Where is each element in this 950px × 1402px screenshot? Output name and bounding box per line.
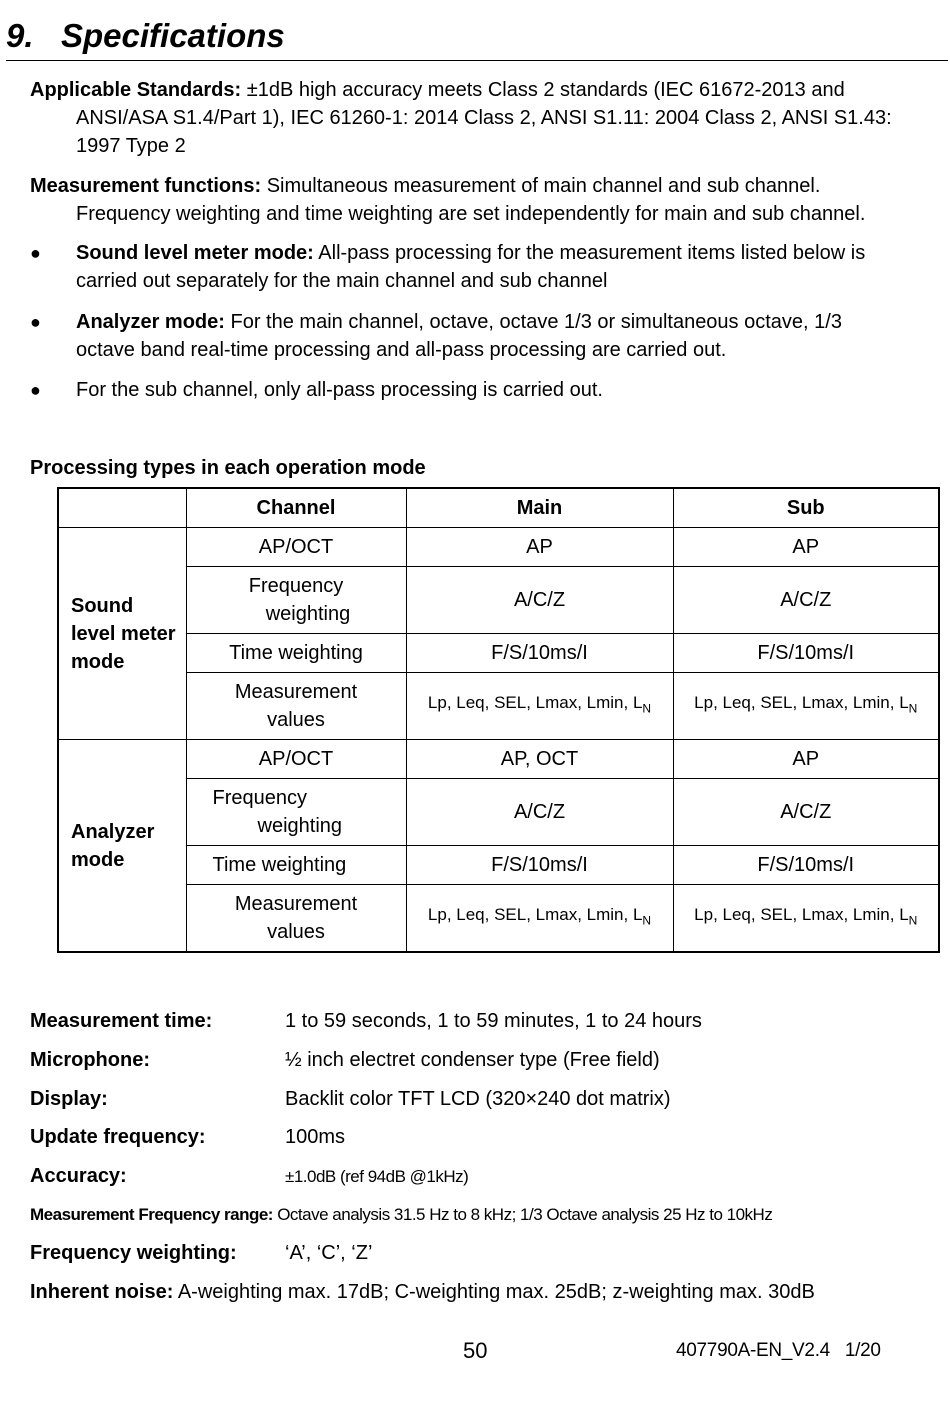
measurement-functions-line1: Simultaneous measurement of main channel and sub channel. xyxy=(266,175,821,197)
bullet-icon: ● xyxy=(30,243,41,263)
spec-display: Display: Backlit color TFT LCD (320×240 dot matrix) xyxy=(30,1088,671,1110)
table-row: Time weighting F/S/10ms/I F/S/10ms/I xyxy=(58,846,939,885)
table-header-row xyxy=(58,488,939,528)
table-title: Processing types in each operation mode xyxy=(30,457,426,479)
bullet-line1: All-pass processing for the measurement items listed below is xyxy=(318,242,866,264)
spec-accuracy: Accuracy: ±1.0dB (ref 94dB @1kHz) xyxy=(30,1165,469,1187)
applicable-standards xyxy=(30,76,930,160)
spec-microphone: Microphone: ½ inch electret condenser type (Free field) xyxy=(30,1049,660,1071)
bullet-line1: For the sub channel, only all-pass processing is carried out. xyxy=(76,379,603,401)
bullet-line2: octave band real-time processing and all-pass processing are carried out. xyxy=(76,339,727,361)
table-row: Measurement values Lp, Leq, SEL, Lmax, Lmin, $L_N$ Lp, Leq, SEL, Lmax, Lmin, $L_N$ xyxy=(58,885,939,953)
header-main: Main xyxy=(406,488,673,528)
section-heading xyxy=(6,14,948,61)
spec-inherent-noise: Inherent noise: A-weighting max. 17dB; C-weighting max. 25dB; z-weighting max. 30dB xyxy=(30,1281,815,1303)
header-sub: Sub xyxy=(673,488,939,528)
table-row: Analyzer mode AP/OCT AP, OCT AP xyxy=(58,740,939,779)
spec-measurement-time: Measurement time: 1 to 59 seconds, 1 to 59 minutes, 1 to 24 hours xyxy=(30,1010,702,1032)
spec-update-frequency: Update frequency: 100ms xyxy=(30,1126,346,1148)
bullet-item xyxy=(30,376,930,404)
table-row: Sound level meter mode AP/OCT AP AP xyxy=(58,528,939,567)
bullet-bold: Analyzer mode: xyxy=(76,311,225,333)
page-number: 50 xyxy=(463,1338,488,1363)
spec-frequency-weighting: Frequency weighting: ‘A’, ‘C’, ‘Z’ xyxy=(30,1242,373,1264)
slm-mode-cell: Sound level meter mode xyxy=(58,528,186,740)
bullet-line2: carried out separately for the main channel and sub channel xyxy=(76,270,608,292)
analyzer-mode-cell: Analyzer mode xyxy=(58,740,186,953)
measurement-functions-label: Measurement functions: xyxy=(30,175,262,197)
applicable-standards-line3: 1997 Type 2 xyxy=(76,135,186,157)
bullet-line1: For the main channel, octave, octave 1/3 or simultaneous octave, 1/3 xyxy=(230,311,842,333)
bullet-icon: ● xyxy=(30,312,41,332)
document-id: 407790A-EN_V2.4 1/20 xyxy=(676,1340,881,1361)
bullet-item xyxy=(30,239,930,295)
processing-types-table xyxy=(57,487,940,953)
measurement-functions xyxy=(30,172,930,228)
bullet-bold: Sound level meter mode: xyxy=(76,242,314,264)
table-row: Frequency weighting A/C/Z A/C/Z xyxy=(58,779,939,846)
applicable-standards-label: Applicable Standards: xyxy=(30,79,242,101)
bullet-item xyxy=(30,308,930,364)
bullet-icon: ● xyxy=(30,380,41,400)
header-channel: Channel xyxy=(186,488,406,528)
applicable-standards-line1: ±1dB high accuracy meets Class 2 standards (IEC 61672-2013 and xyxy=(246,79,845,101)
table-row: Time weighting F/S/10ms/I F/S/10ms/I xyxy=(58,634,939,673)
measurement-functions-line2: Frequency weighting and time weighting are set independently for main and sub channel. xyxy=(76,203,866,225)
applicable-standards-line2: ANSI/ASA S1.4/Part 1), IEC 61260-1: 2014 Class 2, ANSI S1.11: 2004 Class 2, ANSI S1.43: xyxy=(76,107,892,129)
section-title: Specifications xyxy=(61,17,285,54)
table-row: Measurement values Lp, Leq, SEL, Lmax, Lmin, $L_N$ Lp, Leq, SEL, Lmax, Lmin, $L_N$ xyxy=(58,673,939,740)
section-number: 9. xyxy=(6,17,34,54)
spec-frequency-range: Measurement Frequency range: Octave analysis 31.5 Hz to 8 kHz; 1/3 Octave analysis 25 Hz to 10kHz xyxy=(30,1205,773,1224)
table-row: Frequency weighting A/C/Z A/C/Z xyxy=(58,567,939,634)
